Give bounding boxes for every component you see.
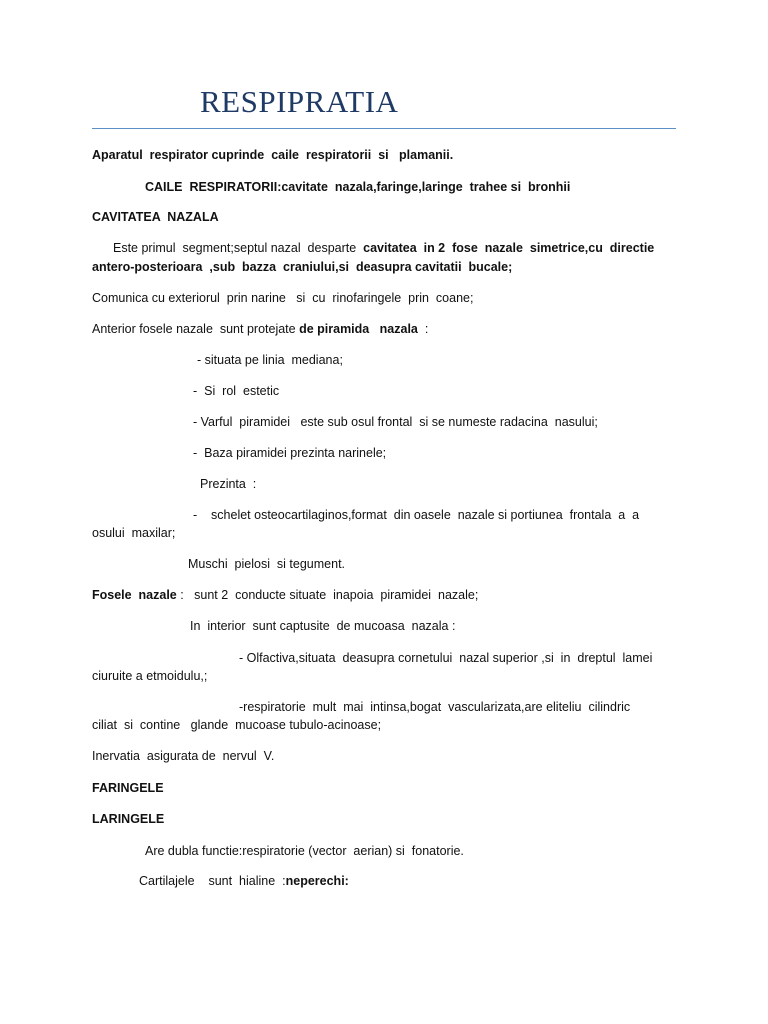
text-span: Anterior fosele nazale sunt protejate — [92, 322, 300, 336]
list-item: - Si rol estetic — [193, 384, 280, 398]
text-span: : sunt 2 conducte situate inapoia piramidei nazale; — [176, 588, 479, 602]
list-item: - schelet osteocartilaginos,format din oasele nazale si portiunea frontala a a — [193, 508, 640, 522]
cavitatea-paragraph-line2: antero-posterioara ,sub bazza craniului,si deasupra cavitatii bucale; — [92, 260, 513, 274]
heading-faringele: FARINGELE — [92, 781, 164, 795]
text-span: Este primul segment;septul nazal desparte — [113, 241, 364, 255]
anterior-paragraph — [92, 320, 428, 338]
cartilajele-line — [139, 872, 349, 890]
list-item: - Varful piramidei este sub osul frontal si se numeste radacina nasului; — [193, 415, 598, 429]
interior-line: In interior sunt captusite de mucoasa nazala : — [190, 619, 456, 633]
caile-respiratorii-line: CAILE RESPIRATORII:cavitate nazala,faringe,laringe trahee si bronhii — [145, 180, 571, 194]
respiratorie-line2: ciliat si contine glande mucoase tubulo-acinoase; — [92, 718, 382, 732]
list-item-continuation: osului maxilar; — [92, 526, 176, 540]
bold-span: cavitatea in 2 fose nazale simetrice,cu directie — [363, 241, 655, 255]
bold-span: de piramida nazala — [299, 322, 418, 336]
page-title: RESPIPRATIA — [200, 84, 399, 119]
inervatia-line: Inervatia asigurata de nervul V. — [92, 749, 275, 763]
heading-laringele: LARINGELE — [92, 812, 165, 826]
muschi-line: Muschi pielosi si tegument. — [188, 557, 346, 571]
olfactiva-line1: - Olfactiva,situata deasupra cornetului nazal superior ,si in dreptul lamei — [239, 651, 653, 665]
title-divider — [92, 128, 676, 129]
prezinta-label: Prezinta : — [200, 477, 257, 491]
dubla-functie-line: Are dubla functie:respiratorie (vector aerian) si fonatorie. — [145, 844, 464, 858]
comunica-paragraph: Comunica cu exteriorul prin narine si cu rinofaringele prin coane; — [92, 291, 474, 305]
heading-cavitatea-nazala: CAVITATEA NAZALA — [92, 210, 219, 224]
bold-span: Fosele nazale — [92, 588, 177, 602]
olfactiva-line2: ciuruite a etmoidulu,; — [92, 669, 208, 683]
list-item: - Baza piramidei prezinta narinele; — [193, 446, 387, 460]
cavitatea-paragraph-line1 — [113, 239, 654, 257]
respiratorie-line1: -respiratorie mult mai intinsa,bogat vascularizata,are eliteliu cilindric — [239, 700, 631, 714]
text-span: Cartilajele sunt hialine : — [139, 874, 286, 888]
list-item: - situata pe linia mediana; — [197, 353, 343, 367]
fosele-paragraph — [92, 586, 478, 604]
text-span: : — [417, 322, 429, 336]
intro-paragraph: Aparatul respirator cuprinde caile respiratorii si plamanii. — [92, 148, 454, 162]
bold-span: neperechi: — [285, 874, 349, 888]
